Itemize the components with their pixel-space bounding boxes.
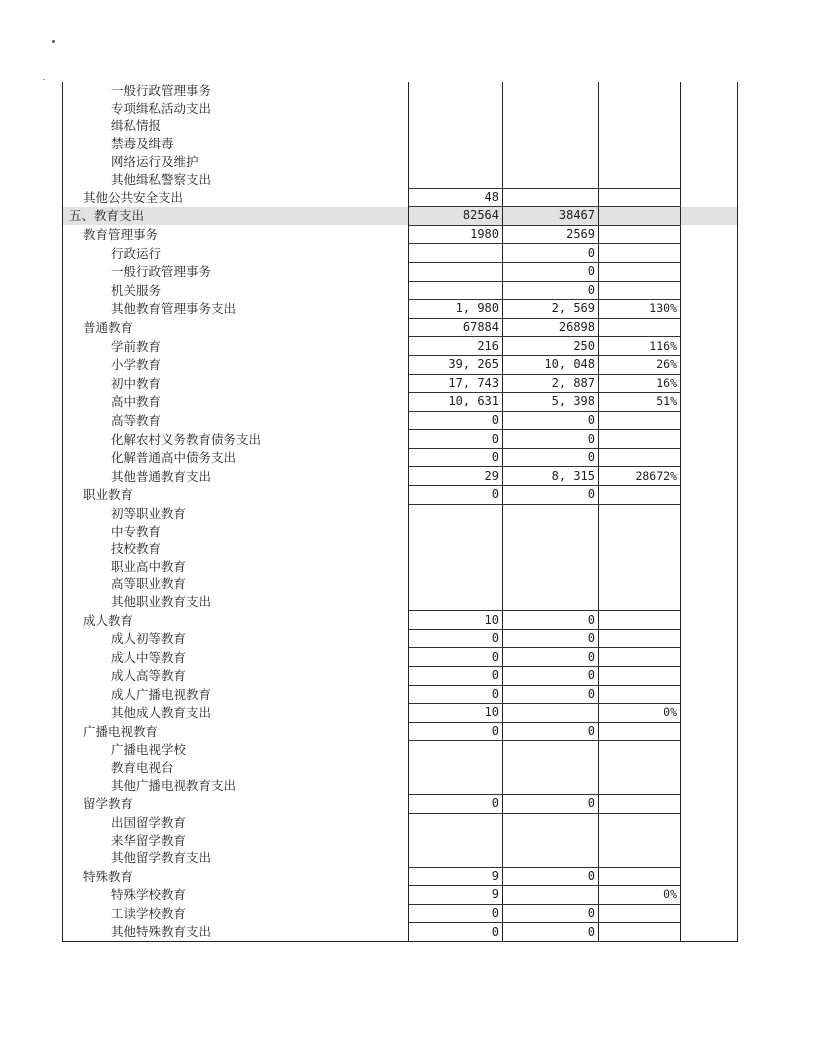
cell-col-2: 2569: [503, 225, 599, 244]
table-row: [63, 430, 738, 449]
cell-col-1: [409, 152, 503, 170]
cell-col-2: 26898: [503, 318, 599, 337]
cell-col-4: [681, 117, 738, 135]
row-label: 行政运行: [63, 244, 409, 263]
cell-col-4: [681, 886, 738, 905]
cell-col-3: [599, 448, 681, 467]
cell-col-4: [681, 300, 738, 319]
cell-col-1: 0: [409, 923, 503, 942]
cell-col-1: [409, 244, 503, 263]
cell-col-4: [681, 355, 738, 374]
row-label: 其他成人教育支出: [63, 704, 409, 723]
cell-col-4: [681, 777, 738, 795]
cell-col-3: [599, 207, 681, 226]
cell-col-3: [599, 777, 681, 795]
cell-col-4: [681, 557, 738, 575]
table-row: [63, 685, 738, 704]
row-label: 缉私情报: [63, 117, 409, 135]
cell-col-4: [681, 170, 738, 188]
cell-col-2: [503, 575, 599, 593]
table-row: [63, 540, 738, 558]
cell-col-3: [599, 100, 681, 118]
table-row: [63, 831, 738, 849]
row-label: 中专教育: [63, 522, 409, 540]
cell-col-2: [503, 593, 599, 611]
cell-col-1: 9: [409, 867, 503, 886]
cell-col-4: [681, 795, 738, 814]
cell-col-1: [409, 849, 503, 867]
cell-col-2: [503, 188, 599, 207]
cell-col-1: 0: [409, 904, 503, 923]
table-row: [63, 467, 738, 486]
table-row: [63, 188, 738, 207]
cell-col-2: [503, 152, 599, 170]
cell-col-3: [599, 504, 681, 522]
row-label: 技校教育: [63, 540, 409, 558]
cell-col-1: [409, 777, 503, 795]
cell-col-1: 0: [409, 629, 503, 648]
table-row: [63, 82, 738, 100]
cell-col-3: [599, 813, 681, 831]
cell-col-2: [503, 813, 599, 831]
cell-col-2: 0: [503, 685, 599, 704]
cell-col-2: 0: [503, 923, 599, 942]
cell-col-1: [409, 540, 503, 558]
cell-col-3: [599, 152, 681, 170]
table-row: [63, 355, 738, 374]
cell-col-1: 39, 265: [409, 355, 503, 374]
table-row: [63, 117, 738, 135]
cell-col-2: 10, 048: [503, 355, 599, 374]
cell-col-2: 0: [503, 904, 599, 923]
cell-col-4: [681, 629, 738, 648]
cell-col-3: [599, 722, 681, 741]
cell-col-2: 0: [503, 722, 599, 741]
cell-col-1: 67884: [409, 318, 503, 337]
cell-col-2: [503, 82, 599, 100]
row-label: 来华留学教育: [63, 831, 409, 849]
cell-col-3: [599, 831, 681, 849]
cell-col-2: 0: [503, 867, 599, 886]
cell-col-1: [409, 741, 503, 759]
table-row: [63, 486, 738, 505]
cell-col-2: [503, 170, 599, 188]
cell-col-3: [599, 430, 681, 449]
cell-col-2: [503, 741, 599, 759]
cell-col-4: [681, 849, 738, 867]
table-row: [63, 557, 738, 575]
row-label: 其他公共安全支出: [63, 188, 409, 207]
table-row: [63, 648, 738, 667]
cell-col-4: [681, 741, 738, 759]
cell-col-3: [599, 629, 681, 648]
cell-col-2: [503, 886, 599, 905]
table-row: [63, 170, 738, 188]
cell-col-2: 0: [503, 262, 599, 281]
cell-col-2: [503, 522, 599, 540]
cell-col-4: [681, 722, 738, 741]
cell-col-2: 0: [503, 486, 599, 505]
table-row: [63, 281, 738, 300]
row-label: 广播电视学校: [63, 741, 409, 759]
cell-col-4: [681, 867, 738, 886]
row-label: 化解普通高中债务支出: [63, 448, 409, 467]
cell-col-4: [681, 648, 738, 667]
cell-col-4: [681, 813, 738, 831]
table-row: [63, 886, 738, 905]
cell-col-3: [599, 593, 681, 611]
expenditure-table: [62, 82, 738, 942]
cell-col-3: [599, 188, 681, 207]
row-label: 职业教育: [63, 486, 409, 505]
cell-col-2: 8, 315: [503, 467, 599, 486]
table-row: [63, 722, 738, 741]
cell-col-1: [409, 170, 503, 188]
row-label: 其他特殊教育支出: [63, 923, 409, 942]
row-label: 其他广播电视教育支出: [63, 777, 409, 795]
cell-col-3: [599, 904, 681, 923]
cell-col-4: [681, 135, 738, 153]
row-label: 化解农村义务教育债务支出: [63, 430, 409, 449]
cell-col-4: [681, 575, 738, 593]
cell-col-3: [599, 540, 681, 558]
cell-col-1: 48: [409, 188, 503, 207]
cell-col-1: [409, 281, 503, 300]
cell-col-1: [409, 135, 503, 153]
row-label: 成人初等教育: [63, 629, 409, 648]
cell-col-3: 26%: [599, 355, 681, 374]
cell-col-2: 38467: [503, 207, 599, 226]
cell-col-2: 0: [503, 244, 599, 263]
row-label: 留学教育: [63, 795, 409, 814]
cell-col-2: [503, 135, 599, 153]
row-label: 成人广播电视教育: [63, 685, 409, 704]
cell-col-4: [681, 467, 738, 486]
cell-col-3: 51%: [599, 393, 681, 412]
cell-col-2: [503, 557, 599, 575]
cell-col-1: 216: [409, 337, 503, 356]
cell-col-1: 10: [409, 704, 503, 723]
cell-col-3: [599, 557, 681, 575]
row-label: 机关服务: [63, 281, 409, 300]
table-row: [63, 207, 738, 226]
cell-col-3: [599, 117, 681, 135]
row-label: 其他职业教育支出: [63, 593, 409, 611]
table-row: [63, 867, 738, 886]
cell-col-1: [409, 759, 503, 777]
table-row: [63, 152, 738, 170]
cell-col-2: [503, 849, 599, 867]
cell-col-3: [599, 795, 681, 814]
cell-col-2: 2, 569: [503, 300, 599, 319]
cell-col-1: 82564: [409, 207, 503, 226]
cell-col-2: 0: [503, 667, 599, 686]
cell-col-3: 28672%: [599, 467, 681, 486]
cell-col-1: 0: [409, 722, 503, 741]
table-row: [63, 337, 738, 356]
cell-col-4: [681, 759, 738, 777]
row-label: 特殊教育: [63, 867, 409, 886]
table-row: [63, 667, 738, 686]
cell-col-4: [681, 593, 738, 611]
cell-col-2: [503, 831, 599, 849]
cell-col-2: [503, 704, 599, 723]
table-row: [63, 225, 738, 244]
row-label: 初中教育: [63, 374, 409, 393]
cell-col-1: 0: [409, 486, 503, 505]
row-label: 一般行政管理事务: [63, 82, 409, 100]
table-row: [63, 300, 738, 319]
cell-col-2: 250: [503, 337, 599, 356]
cell-col-3: [599, 611, 681, 630]
cell-col-4: [681, 318, 738, 337]
cell-col-1: [409, 504, 503, 522]
cell-col-3: 0%: [599, 886, 681, 905]
row-label: 五、教育支出: [63, 207, 409, 226]
row-label: 教育电视台: [63, 759, 409, 777]
cell-col-2: 0: [503, 629, 599, 648]
cell-col-1: 0: [409, 448, 503, 467]
cell-col-3: [599, 82, 681, 100]
cell-col-3: [599, 262, 681, 281]
cell-col-4: [681, 486, 738, 505]
cell-col-1: 1980: [409, 225, 503, 244]
cell-col-2: 0: [503, 430, 599, 449]
cell-col-4: [681, 225, 738, 244]
cell-col-1: [409, 813, 503, 831]
cell-col-1: [409, 117, 503, 135]
row-label: 工读学校教育: [63, 904, 409, 923]
cell-col-2: 2, 887: [503, 374, 599, 393]
cell-col-4: [681, 504, 738, 522]
cell-col-1: [409, 82, 503, 100]
row-label: 出国留学教育: [63, 813, 409, 831]
table-row: [63, 100, 738, 118]
cell-col-3: [599, 648, 681, 667]
cell-col-4: [681, 374, 738, 393]
cell-col-4: [681, 262, 738, 281]
cell-col-4: [681, 522, 738, 540]
cell-col-3: 130%: [599, 300, 681, 319]
table-row: [63, 795, 738, 814]
cell-col-3: 16%: [599, 374, 681, 393]
cell-col-1: 0: [409, 430, 503, 449]
cell-col-3: 0%: [599, 704, 681, 723]
cell-col-1: 9: [409, 886, 503, 905]
cell-col-3: [599, 170, 681, 188]
cell-col-2: 0: [503, 795, 599, 814]
cell-col-1: 17, 743: [409, 374, 503, 393]
cell-col-1: [409, 262, 503, 281]
cell-col-4: [681, 685, 738, 704]
row-label: 教育管理事务: [63, 225, 409, 244]
cell-col-2: [503, 117, 599, 135]
row-label: 职业高中教育: [63, 557, 409, 575]
cell-col-4: [681, 904, 738, 923]
table-row: [63, 777, 738, 795]
table-row: [63, 629, 738, 648]
cell-col-3: [599, 244, 681, 263]
table-row: [63, 393, 738, 412]
table-row: [63, 741, 738, 759]
row-label: 成人高等教育: [63, 667, 409, 686]
table-row: [63, 849, 738, 867]
cell-col-2: [503, 504, 599, 522]
cell-col-1: [409, 522, 503, 540]
table-row: [63, 575, 738, 593]
cell-col-1: 29: [409, 467, 503, 486]
row-label: 成人教育: [63, 611, 409, 630]
cell-col-4: [681, 100, 738, 118]
table-row: [63, 318, 738, 337]
cell-col-3: [599, 411, 681, 430]
table-row: [63, 448, 738, 467]
cell-col-4: [681, 448, 738, 467]
row-label: 广播电视教育: [63, 722, 409, 741]
cell-col-2: [503, 540, 599, 558]
row-label: 小学教育: [63, 355, 409, 374]
cell-col-4: [681, 411, 738, 430]
table-row: [63, 593, 738, 611]
cell-col-1: [409, 831, 503, 849]
cell-col-3: [599, 318, 681, 337]
cell-col-1: [409, 593, 503, 611]
cell-col-3: [599, 225, 681, 244]
table-row: [63, 704, 738, 723]
cell-col-2: [503, 777, 599, 795]
scan-speck: [43, 79, 45, 80]
cell-col-2: 5, 398: [503, 393, 599, 412]
row-label: 禁毒及缉毒: [63, 135, 409, 153]
row-label: 其他教育管理事务支出: [63, 300, 409, 319]
cell-col-4: [681, 923, 738, 942]
expenditure-table-body: [63, 82, 738, 941]
cell-col-3: [599, 923, 681, 942]
cell-col-1: 1, 980: [409, 300, 503, 319]
scan-speck: [52, 40, 55, 43]
row-label: 学前教育: [63, 337, 409, 356]
cell-col-4: [681, 152, 738, 170]
cell-col-4: [681, 188, 738, 207]
cell-col-3: [599, 522, 681, 540]
row-label: 专项缉私活动支出: [63, 100, 409, 118]
row-label: 高中教育: [63, 393, 409, 412]
cell-col-1: 0: [409, 648, 503, 667]
table-row: [63, 813, 738, 831]
cell-col-3: [599, 759, 681, 777]
cell-col-3: [599, 667, 681, 686]
cell-col-3: [599, 135, 681, 153]
cell-col-4: [681, 82, 738, 100]
cell-col-3: [599, 575, 681, 593]
table-row: [63, 135, 738, 153]
cell-col-1: 0: [409, 795, 503, 814]
row-label: 特殊学校教育: [63, 886, 409, 905]
cell-col-3: [599, 741, 681, 759]
cell-col-3: [599, 867, 681, 886]
cell-col-2: 0: [503, 448, 599, 467]
cell-col-3: 116%: [599, 337, 681, 356]
cell-col-4: [681, 611, 738, 630]
cell-col-4: [681, 667, 738, 686]
row-label: 其他留学教育支出: [63, 849, 409, 867]
cell-col-1: [409, 575, 503, 593]
row-label: 一般行政管理事务: [63, 262, 409, 281]
cell-col-1: 0: [409, 667, 503, 686]
table-row: [63, 262, 738, 281]
cell-col-1: 10: [409, 611, 503, 630]
table-row: [63, 611, 738, 630]
row-label: 成人中等教育: [63, 648, 409, 667]
cell-col-2: [503, 759, 599, 777]
cell-col-3: [599, 849, 681, 867]
row-label: 网络运行及维护: [63, 152, 409, 170]
cell-col-3: [599, 486, 681, 505]
cell-col-2: 0: [503, 281, 599, 300]
cell-col-4: [681, 244, 738, 263]
cell-col-2: 0: [503, 411, 599, 430]
cell-col-1: [409, 100, 503, 118]
cell-col-2: 0: [503, 611, 599, 630]
cell-col-1: 0: [409, 411, 503, 430]
cell-col-4: [681, 430, 738, 449]
table-row: [63, 522, 738, 540]
table-row: [63, 759, 738, 777]
cell-col-4: [681, 704, 738, 723]
cell-col-4: [681, 207, 738, 226]
row-label: 高等职业教育: [63, 575, 409, 593]
cell-col-2: [503, 100, 599, 118]
row-label: 其他普通教育支出: [63, 467, 409, 486]
cell-col-4: [681, 831, 738, 849]
cell-col-4: [681, 393, 738, 412]
cell-col-3: [599, 281, 681, 300]
cell-col-1: 0: [409, 685, 503, 704]
row-label: 其他缉私警察支出: [63, 170, 409, 188]
cell-col-4: [681, 540, 738, 558]
cell-col-3: [599, 685, 681, 704]
table-row: [63, 504, 738, 522]
row-label: 高等教育: [63, 411, 409, 430]
table-row: [63, 374, 738, 393]
table-row: [63, 244, 738, 263]
cell-col-4: [681, 337, 738, 356]
cell-col-1: 10, 631: [409, 393, 503, 412]
cell-col-4: [681, 281, 738, 300]
row-label: 普通教育: [63, 318, 409, 337]
table-row: [63, 411, 738, 430]
cell-col-2: 0: [503, 648, 599, 667]
table-row: [63, 904, 738, 923]
table-row: [63, 923, 738, 942]
cell-col-1: [409, 557, 503, 575]
row-label: 初等职业教育: [63, 504, 409, 522]
